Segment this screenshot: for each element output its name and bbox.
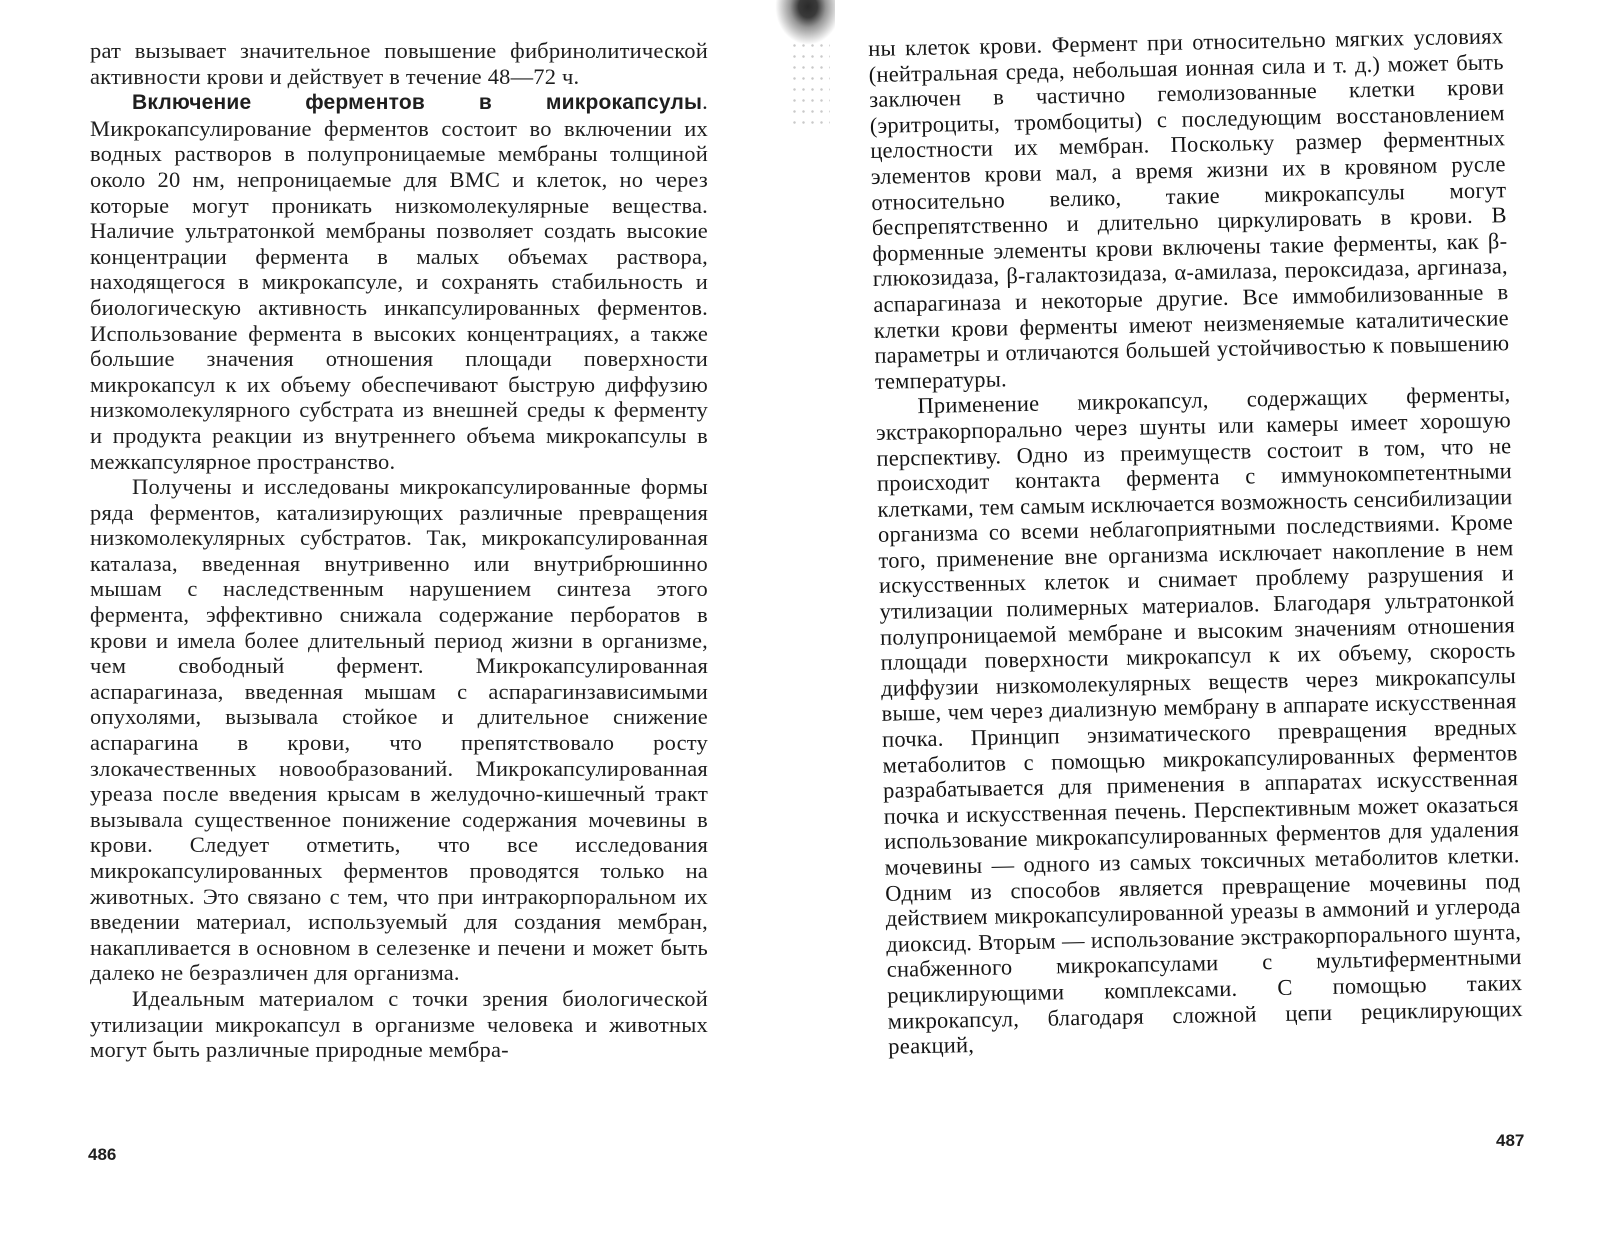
paragraph: Применение микрокапсул, содержащих ферменты, экстракорпорально через шунты или камеры имеет хорошую перспективу. Одно из преимуществ состоит в том, что не происходит контакта фермента с иммунокомпетентными клетками, тем самым исключается возможность сенсибилизации организма со всеми неблагоприятными последствиями. Кроме того, применение вне организма исключает накопление в нем искусственных клеток и снимает проблему разрушения и утилизации полимерных материалов. Благодаря ультратонкой полупроницаемой мембране и высоким значениям отношения площади поверхности микрокапсул к их объему, скорость диффузии низкомолекулярных веществ через микрокапсулы выше, чем через диализную мембрану в аппарате искусственная почка. Принцип энзиматического превращения вредных метаболитов с помощью микрокапсулированных ферментов разрабатывается для применения в аппаратах искусственная почка и искусственная печень. Перспективным может оказаться использование микрокапсулированных ферментов для удаления мочевины — одного из самых токсичных метаболитов клетки. Одним из способов является превращение мочевины под действием микрокапсулированной уреазы в аммоний и углерода диоксид. Вторым — использование экстракорпорального шунта, снабженного микрокапсулами с мультиферментными рециклирующими комплексами. С помощью таких микрокапсул, благодаря сложной цепи рециклирующих реакций, [875, 381, 1523, 1059]
paragraph: ны клеток крови. Фермент при относительно мягких условиях (нейтральная среда, небольшая ионная сила и т. д.) может быть заключен в частично гемолизованные клетки крови (эритроциты, тромбоциты) с последующим восстановлением целостности их мембран. Поскольку размер ферментных элементов крови мал, а время жизни их в кровяном русле относительно велико, такие микрокапсулы могут беспрепятственно и длительно циркулировать в крови. В форменные элементы крови включены такие ферменты, как β-глюкозидаза, β-галактозидаза, α-амилаза, пероксидаза, аргиназа, аспарагиназа и некоторые другие. Все иммобилизованные в клетки крови ферменты имеют неизменяемые каталитические параметры и отличаются большей устойчивостью к повышению температуры. [868, 23, 1510, 394]
left-page-text [90, 38, 708, 1063]
page-number: 487 [1496, 1131, 1525, 1150]
left-page [0, 0, 790, 1251]
right-page [820, 0, 1601, 1251]
paragraph-with-heading: Включение ферментов в микрокапсулы. Микрокапсулирование ферментов состоит во включении их водных растворов в полупроницаемые мембраны толщиной около 20 нм, непроницаемые для ВМС и клеток, но через которые могут проникать низкомолекулярные вещества. Наличие ультратонкой мембраны позволяет создать высокие концентрации фермента в малых объемах раствора, находящегося в микрокапсуле, и сохранять стабильность и биологическую активность инкапсулированных ферментов. Использование фермента в высоких концентрациях, а также большие значения отношения площади поверхности микрокапсул к их объему обеспечивают быструю диффузию низкомолекулярного субстрата из внешней среды к ферменту и продукта реакции из внутреннего объема микрокапсулы в межкапсулярное пространство. [90, 89, 708, 474]
paragraph: Идеальным материалом с точки зрения биологической утилизации микрокапсул в организме человека и животных могут быть различные природные мембра- [90, 985, 708, 1063]
paragraph: рат вызывает значительное повышение фибринолитической активности крови и действует в течение 48—72 ч. [90, 38, 708, 89]
right-page-text [868, 23, 1523, 1059]
paragraph-body: Микрокапсулирование ферментов состоит во включении их водных растворов в полупроницаемые мембраны толщиной около 20 нм, непроницаемые для ВМС и клеток, но через которые могут проникать низкомолекулярные вещества. Наличие ультратонкой мембраны позволяет создать высокие концентрации фермента в малых объемах раствора, находящегося в микрокапсуле, и сохранять стабильность и биологическую активность инкапсулированных ферментов. Использование фермента в высоких концентрациях, а также большие значения отношения площади поверхности микрокапсул к их объему обеспечивают быструю диффузию низкомолекулярного субстрата из внешней среды к ферменту и продукта реакции из внутреннего объема микрокапсулы в межкапсулярное пространство. [90, 115, 708, 474]
page-number: 486 [88, 1145, 117, 1164]
section-heading: Включение ферментов в микрокапсулы [132, 91, 703, 115]
paragraph: Получены и исследованы микрокапсулированные формы ряда ферментов, катализирующих различные превращения низкомолекулярных субстратов. Так, микрокапсулированная каталаза, введенная внутривенно или внутрибрюшинно мышам с наследственным нарушением синтеза этого фермента, эффективно снижала содержание перборатов в крови и имела более длительный период жизни в организме, чем свободный фермент. Микрокапсулированная аспарагиназа, введенная мышам с аспарагинзависимыми опухолями, вызывала стойкое и длительное снижение аспарагина в крови, что препятствовало росту злокачественных новообразований. Микрокапсулированная уреаза после введения крысам в желудочно-кишечный тракт вызывала существенное понижение содержания мочевины в крови. Следует отметить, что все исследования микрокапсулированных ферментов проводятся только на животных. Это связано с тем, что при интракорпоральном их введении материал, используемый для создания мембран, накапливается в основном в селезенке и печени и может быть далеко не безразличен для организма. [90, 474, 708, 986]
